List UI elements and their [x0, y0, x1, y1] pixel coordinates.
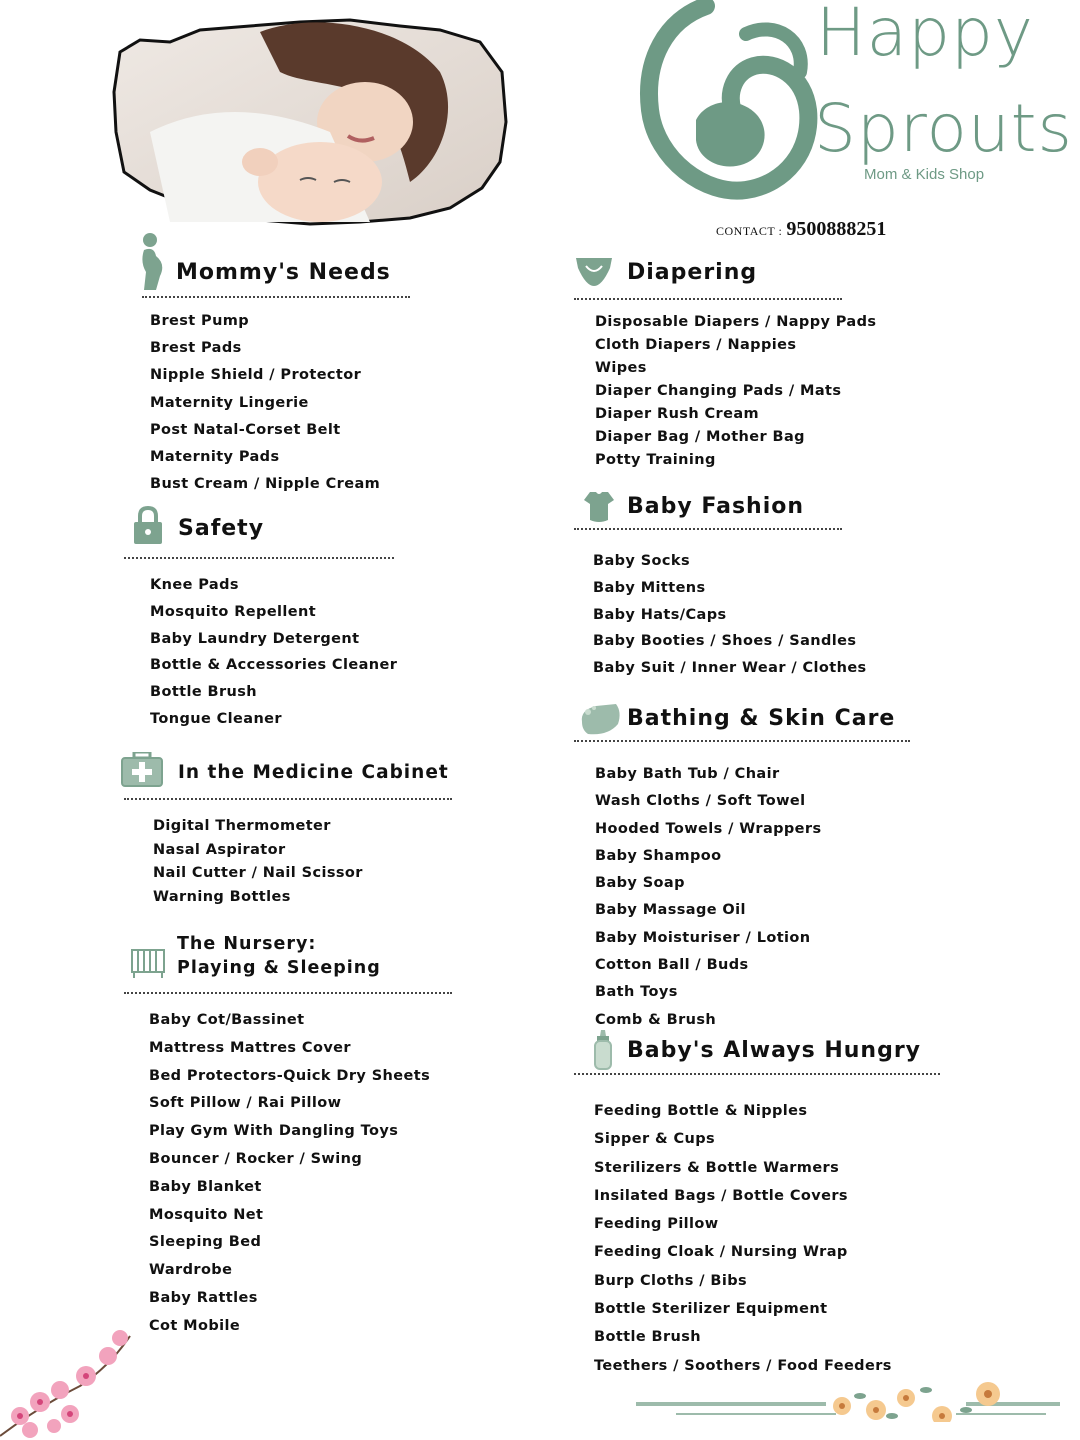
brand-tagline: Mom & Kids Shop — [864, 166, 985, 183]
list-item: Bottle & Accessories Cleaner — [150, 657, 398, 674]
list-item: Feeding Cloak / Nursing Wrap — [594, 1244, 848, 1261]
list-item: Mosquito Repellent — [150, 603, 317, 620]
divider — [124, 557, 394, 559]
list-item: Mosquito Net — [149, 1206, 264, 1223]
section-title-safety: Safety — [178, 516, 265, 541]
divider — [574, 298, 842, 300]
divider — [124, 798, 452, 800]
section-title-medicine-cabinet: In the Medicine Cabinet — [178, 762, 449, 783]
list-item: Baby Shampoo — [595, 847, 722, 864]
list-item: Cotton Ball / Buds — [595, 957, 749, 974]
list-item: Bust Cream / Nipple Cream — [150, 476, 381, 493]
divider — [142, 296, 410, 298]
contact-number[interactable]: 9500888251 — [786, 218, 887, 240]
list-diapering — [595, 311, 876, 472]
list-item: Post Natal-Corset Belt — [150, 421, 341, 438]
list-item: Bottle Brush — [594, 1329, 702, 1346]
list-item: Nasal Aspirator — [153, 841, 286, 858]
list-item: Sterilizers & Bottle Warmers — [594, 1159, 840, 1176]
list-item: Baby Massage Oil — [595, 902, 746, 919]
padlock-icon — [132, 506, 164, 544]
list-item: Brest Pads — [150, 340, 242, 357]
list-item: Baby Bath Tub / Chair — [595, 766, 780, 782]
list-item: Diaper Rush Cream — [595, 406, 760, 422]
list-item: Cloth Diapers / Nappies — [595, 337, 797, 353]
list-item: Teethers / Soothers / Food Feeders — [594, 1357, 892, 1374]
list-item: Wipes — [595, 360, 647, 376]
list-item: Hooded Towels / Wrappers — [595, 820, 822, 837]
soap-icon — [578, 702, 622, 738]
list-mommys-needs — [150, 308, 380, 498]
list-item: Play Gym With Dangling Toys — [149, 1123, 399, 1140]
list-item: Baby Cot/Bassinet — [149, 1012, 305, 1028]
list-item: Knee Pads — [150, 577, 239, 593]
list-item: Baby Socks — [593, 553, 690, 569]
section-title-always-hungry: Baby's Always Hungry — [627, 1038, 922, 1063]
list-item: Sipper & Cups — [594, 1131, 716, 1148]
brand-name-line1: Happy — [816, 0, 1034, 71]
list-item: Bottle Brush — [150, 684, 258, 701]
list-item: Baby Hats/Caps — [593, 606, 727, 623]
section-title-diapering: Diapering — [627, 260, 758, 285]
floral-divider-decoration — [636, 1376, 1060, 1422]
list-item: Potty Training — [595, 452, 716, 468]
list-item: Insilated Bags / Bottle Covers — [594, 1187, 848, 1204]
list-item: Soft Pillow / Rai Pillow — [149, 1095, 342, 1112]
list-item: Diaper Bag / Mother Bag — [595, 429, 805, 445]
list-item: Comb & Brush — [595, 1011, 717, 1028]
list-item: Disposable Diapers / Nappy Pads — [595, 314, 877, 330]
list-medicine-cabinet — [153, 815, 363, 910]
crib-icon — [130, 944, 166, 980]
list-item: Baby Rattles — [149, 1289, 258, 1306]
list-item: Baby Suit / Inner Wear / Clothes — [593, 660, 867, 677]
list-item: Baby Mittens — [593, 579, 706, 596]
pregnant-woman-icon — [136, 232, 168, 290]
list-item: Baby Soap — [595, 875, 685, 892]
list-safety — [150, 572, 397, 733]
section-title-nursery-line1: The Nursery: — [177, 934, 317, 954]
list-item: Feeding Bottle & Nipples — [594, 1103, 808, 1119]
list-item: Diaper Changing Pads / Mats — [595, 383, 842, 399]
list-item: Wash Cloths / Soft Towel — [595, 793, 806, 810]
mother-child-logo-icon — [636, 0, 826, 200]
list-item: Warning Bottles — [153, 889, 291, 906]
baby-bottle-icon — [592, 1030, 614, 1070]
list-item: Digital Thermometer — [153, 818, 331, 834]
section-title-mommys-needs: Mommy's Needs — [176, 260, 391, 285]
list-bathing — [595, 761, 822, 1034]
list-item: Feeding Pillow — [594, 1216, 719, 1233]
section-title-nursery-line2: Playing & Sleeping — [177, 958, 381, 978]
divider — [574, 528, 842, 530]
brand-logo — [636, 0, 1073, 200]
list-item: Mattress Mattres Cover — [149, 1039, 351, 1056]
onesie-icon — [584, 490, 614, 524]
mother-baby-illustration — [110, 12, 510, 232]
section-title-baby-fashion: Baby Fashion — [627, 494, 805, 519]
section-title-bathing: Bathing & Skin Care — [627, 706, 896, 731]
brand-name-line2: Sprouts — [814, 90, 1073, 167]
list-item: Nipple Shield / Protector — [150, 367, 362, 384]
hero-photo — [110, 12, 510, 232]
first-aid-kit-icon — [120, 752, 164, 788]
list-item: Bouncer / Rocker / Swing — [149, 1150, 363, 1167]
list-item: Burp Cloths / Bibs — [594, 1272, 748, 1289]
list-item: Tongue Cleaner — [150, 710, 282, 727]
divider — [574, 1073, 940, 1075]
list-item: Bottle Sterilizer Equipment — [594, 1301, 828, 1318]
list-item: Baby Moisturiser / Lotion — [595, 929, 811, 946]
list-nursery — [149, 1007, 430, 1341]
list-always-hungry — [594, 1097, 892, 1380]
contact-line — [716, 218, 886, 241]
divider — [574, 740, 910, 742]
contact-label: CONTACT : — [716, 224, 783, 238]
list-item: Bed Protectors-Quick Dry Sheets — [149, 1067, 431, 1084]
list-item: Baby Booties / Shoes / Sandles — [593, 633, 857, 650]
list-item: Maternity Pads — [150, 448, 280, 465]
divider — [124, 992, 452, 994]
list-item: Wardrobe — [149, 1262, 233, 1279]
list-item: Brest Pump — [150, 313, 250, 329]
list-item: Maternity Lingerie — [150, 394, 309, 411]
list-item: Sleeping Bed — [149, 1234, 262, 1251]
cherry-blossom-decoration — [0, 1326, 140, 1440]
list-item: Nail Cutter / Nail Scissor — [153, 865, 363, 882]
list-item: Cot Mobile — [149, 1317, 241, 1334]
list-item: Baby Laundry Detergent — [150, 630, 360, 647]
list-baby-fashion — [593, 548, 867, 682]
list-item: Bath Toys — [595, 984, 678, 1001]
list-item: Baby Blanket — [149, 1178, 262, 1195]
diaper-icon — [574, 256, 614, 288]
